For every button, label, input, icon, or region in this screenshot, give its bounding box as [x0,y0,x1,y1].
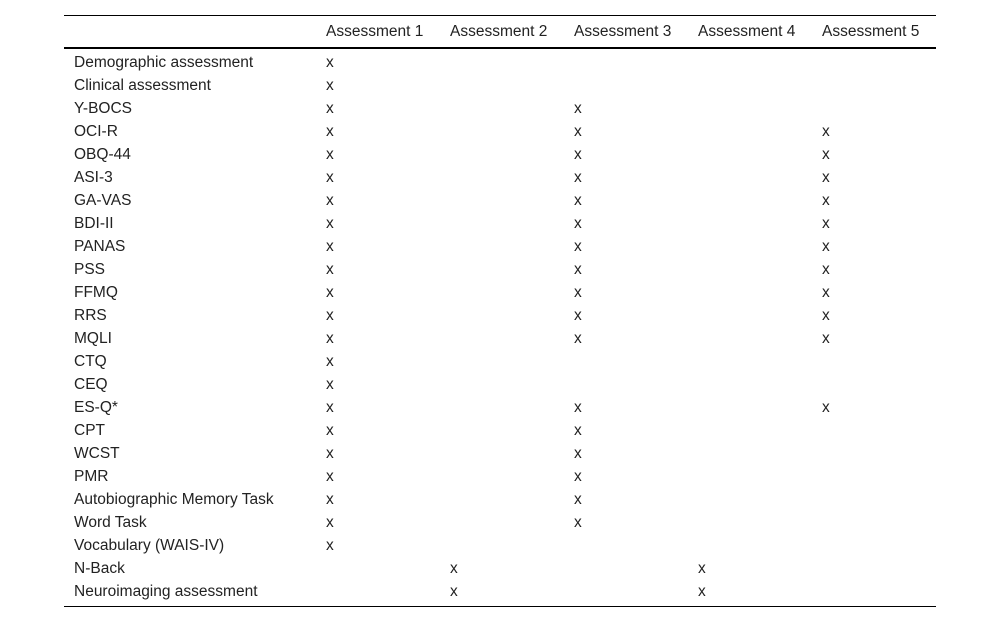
cell-assessment-4 [688,189,812,212]
table-row [64,143,936,166]
cell-assessment-2 [440,304,564,327]
table-row [64,511,936,534]
cell-assessment-5: x [822,215,830,232]
cell-assessment-4 [688,166,812,189]
cell-assessment-4 [688,74,812,97]
row-label: Word Task [74,514,147,531]
cell-assessment-5: x [822,330,830,347]
assessment-schedule-table-container [64,15,936,607]
cell-assessment-1: x [326,376,334,393]
cell-assessment-5 [812,534,936,557]
table-row [64,557,936,580]
row-label: RRS [74,307,107,324]
row-label: ES-Q* [74,399,118,416]
table-row [64,442,936,465]
cell-assessment-4 [688,419,812,442]
row-label: CPT [74,422,105,439]
cell-assessment-2 [440,396,564,419]
row-label: OCI-R [74,123,118,140]
table-row [64,580,936,607]
cell-assessment-3: x [574,100,582,117]
cell-assessment-2 [440,74,564,97]
cell-assessment-3 [564,48,688,74]
cell-assessment-4 [688,511,812,534]
cell-assessment-4 [688,258,812,281]
cell-assessment-2 [440,120,564,143]
header-cell-assessment-1: Assessment 1 [326,22,424,40]
cell-assessment-4 [688,396,812,419]
table-row [64,97,936,120]
cell-assessment-4 [688,534,812,557]
cell-assessment-4 [688,488,812,511]
cell-assessment-1 [316,557,440,580]
row-label: ASI-3 [74,169,113,186]
table-row [64,327,936,350]
header-cell-assessment-2: Assessment 2 [450,22,548,40]
cell-assessment-5 [812,557,936,580]
row-label: PMR [74,468,109,485]
cell-assessment-5 [812,97,936,120]
header-cell-assessment-4: Assessment 4 [698,22,796,40]
cell-assessment-4 [688,281,812,304]
row-label: GA-VAS [74,192,132,209]
cell-assessment-5 [812,465,936,488]
cell-assessment-2 [440,258,564,281]
cell-assessment-1: x [326,284,334,301]
cell-assessment-2: x [450,583,458,600]
cell-assessment-2 [440,350,564,373]
table-row [64,304,936,327]
cell-assessment-1: x [326,514,334,531]
cell-assessment-3: x [574,238,582,255]
cell-assessment-5: x [822,123,830,140]
cell-assessment-2 [440,465,564,488]
table-row [64,74,936,97]
row-label: FFMQ [74,284,118,301]
cell-assessment-4: x [698,583,706,600]
cell-assessment-2 [440,97,564,120]
row-label: Demographic assessment [74,54,254,71]
row-label: PANAS [74,238,126,255]
cell-assessment-1: x [326,192,334,209]
cell-assessment-3: x [574,146,582,163]
cell-assessment-4 [688,442,812,465]
cell-assessment-1: x [326,100,334,117]
cell-assessment-3: x [574,284,582,301]
row-label: Vocabulary (WAIS-IV) [74,537,225,554]
cell-assessment-5: x [822,146,830,163]
cell-assessment-2 [440,166,564,189]
cell-assessment-5 [812,48,936,74]
table-row [64,189,936,212]
cell-assessment-4 [688,120,812,143]
cell-assessment-3: x [574,123,582,140]
cell-assessment-2 [440,281,564,304]
row-label: WCST [74,445,120,462]
cell-assessment-4 [688,327,812,350]
cell-assessment-2 [440,373,564,396]
table-row [64,465,936,488]
cell-assessment-5: x [822,284,830,301]
cell-assessment-1: x [326,468,334,485]
row-label: Autobiographic Memory Task [74,491,274,508]
cell-assessment-1: x [326,537,334,554]
table-row [64,396,936,419]
cell-assessment-3: x [574,422,582,439]
cell-assessment-1: x [326,54,334,71]
cell-assessment-3: x [574,192,582,209]
cell-assessment-3: x [574,261,582,278]
row-label: BDI-II [74,215,114,232]
cell-assessment-1: x [326,123,334,140]
cell-assessment-3 [564,580,688,607]
cell-assessment-3: x [574,468,582,485]
cell-assessment-4 [688,212,812,235]
cell-assessment-4 [688,465,812,488]
cell-assessment-2 [440,212,564,235]
cell-assessment-2 [440,189,564,212]
cell-assessment-3: x [574,215,582,232]
cell-assessment-5 [812,442,936,465]
cell-assessment-2 [440,143,564,166]
cell-assessment-2 [440,488,564,511]
cell-assessment-3 [564,350,688,373]
cell-assessment-2 [440,327,564,350]
cell-assessment-2 [440,511,564,534]
table-row [64,534,936,557]
cell-assessment-2 [440,419,564,442]
table-row [64,419,936,442]
header-cell-assessment-3: Assessment 3 [574,22,672,40]
header-row [64,16,936,49]
cell-assessment-4 [688,235,812,258]
cell-assessment-5 [812,74,936,97]
row-label: CEQ [74,376,108,393]
cell-assessment-1 [316,580,440,607]
cell-assessment-5 [812,373,936,396]
cell-assessment-4 [688,350,812,373]
assessment-schedule-table [64,15,936,607]
cell-assessment-1: x [326,330,334,347]
cell-assessment-3: x [574,491,582,508]
cell-assessment-4 [688,304,812,327]
cell-assessment-5: x [822,307,830,324]
table-row [64,488,936,511]
table-row [64,48,936,74]
table-row [64,281,936,304]
cell-assessment-3: x [574,330,582,347]
cell-assessment-5: x [822,238,830,255]
cell-assessment-5: x [822,399,830,416]
cell-assessment-4 [688,48,812,74]
table-row [64,120,936,143]
header-cell-assessment-5: Assessment 5 [822,22,920,40]
cell-assessment-4 [688,373,812,396]
table-row [64,258,936,281]
cell-assessment-4: x [698,560,706,577]
table-row [64,373,936,396]
table-row [64,212,936,235]
cell-assessment-5: x [822,192,830,209]
row-label: Neuroimaging assessment [74,583,258,600]
table-row [64,235,936,258]
cell-assessment-2: x [450,560,458,577]
cell-assessment-3: x [574,399,582,416]
table-body [64,48,936,607]
cell-assessment-2 [440,534,564,557]
row-label: CTQ [74,353,107,370]
cell-assessment-3 [564,557,688,580]
cell-assessment-1: x [326,422,334,439]
cell-assessment-5: x [822,261,830,278]
cell-assessment-3 [564,373,688,396]
cell-assessment-3: x [574,307,582,324]
cell-assessment-4 [688,143,812,166]
table-row [64,350,936,373]
cell-assessment-3: x [574,169,582,186]
cell-assessment-2 [440,235,564,258]
cell-assessment-5 [812,488,936,511]
cell-assessment-5 [812,511,936,534]
row-label: PSS [74,261,106,278]
cell-assessment-5 [812,580,936,607]
cell-assessment-1: x [326,261,334,278]
table-header [64,16,936,49]
cell-assessment-1: x [326,491,334,508]
cell-assessment-1: x [326,146,334,163]
cell-assessment-5 [812,419,936,442]
row-label: N-Back [74,560,125,577]
cell-assessment-3: x [574,445,582,462]
cell-assessment-1: x [326,77,334,94]
row-label: OBQ-44 [74,146,131,163]
cell-assessment-1: x [326,445,334,462]
cell-assessment-3 [564,74,688,97]
cell-assessment-1: x [326,215,334,232]
row-label: Clinical assessment [74,77,211,94]
cell-assessment-2 [440,442,564,465]
row-label: Y-BOCS [74,100,133,117]
table-row [64,166,936,189]
cell-assessment-5 [812,350,936,373]
cell-assessment-5: x [822,169,830,186]
cell-assessment-1: x [326,399,334,416]
cell-assessment-1: x [326,307,334,324]
cell-assessment-2 [440,48,564,74]
cell-assessment-4 [688,97,812,120]
cell-assessment-1: x [326,353,334,370]
cell-assessment-1: x [326,238,334,255]
cell-assessment-1: x [326,169,334,186]
cell-assessment-3 [564,534,688,557]
cell-assessment-3: x [574,514,582,531]
header-cell-measure [64,16,316,49]
row-label: MQLI [74,330,112,347]
